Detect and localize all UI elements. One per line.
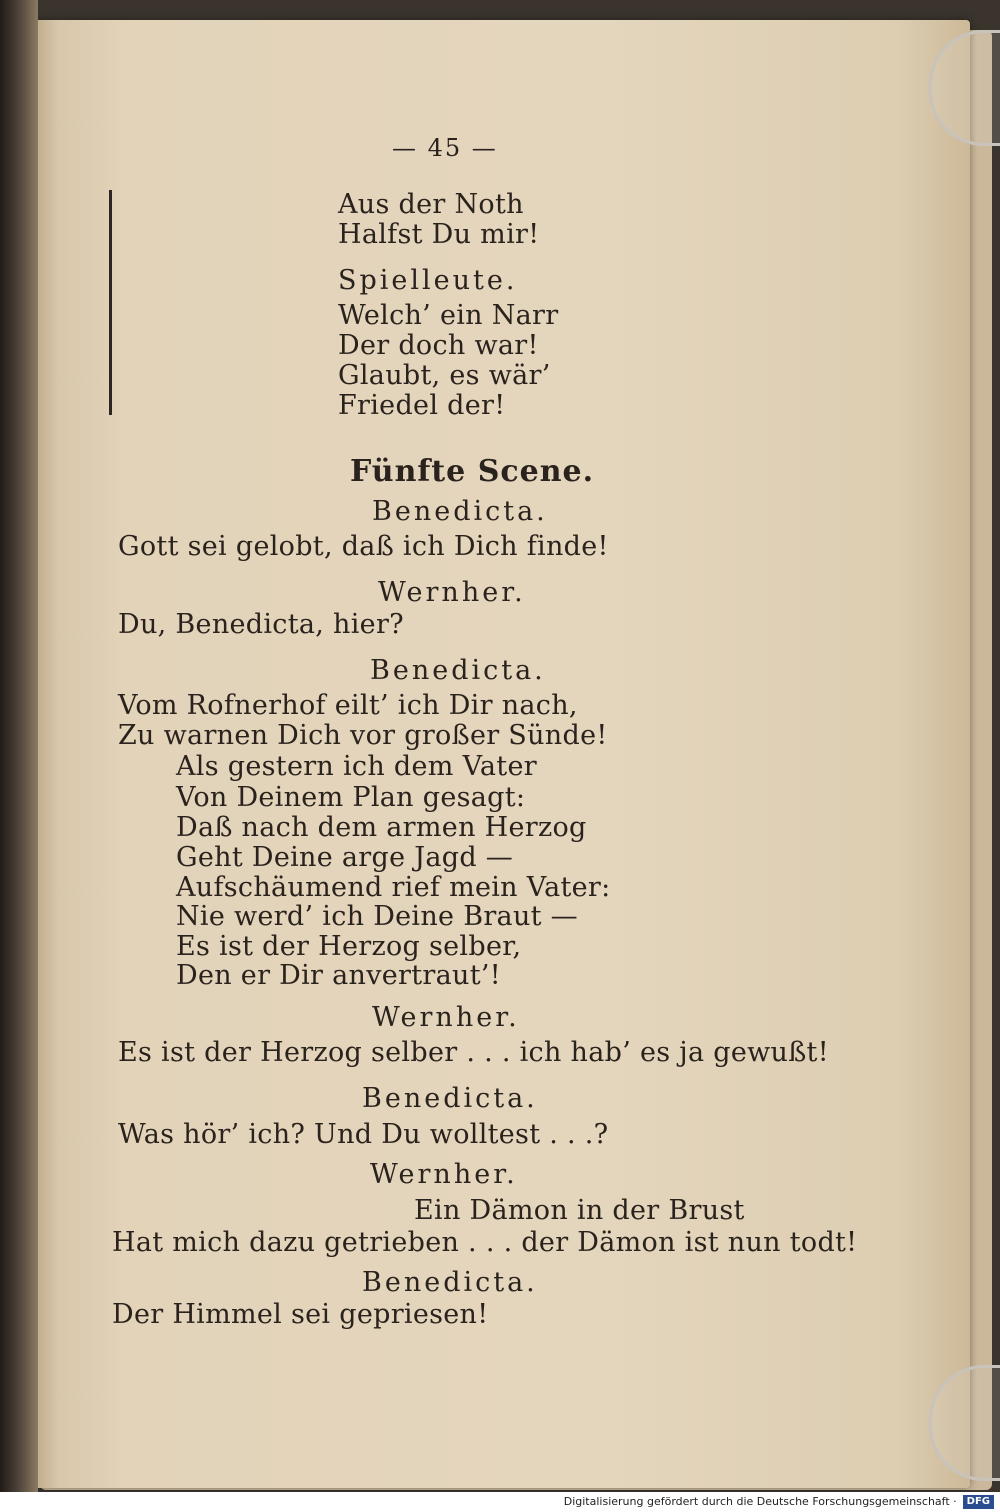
text-line: Aufschäumend rief mein Vater: [176, 872, 611, 903]
text-line: Den er Dir anvertraut’! [176, 960, 501, 991]
speaker-name: Spielleute. [338, 265, 518, 296]
speaker-name: Wernher. [370, 1159, 518, 1190]
scene-heading: Fünfte Scene. [350, 454, 595, 489]
text-line: Geht Deine arge Jagd — [176, 842, 514, 873]
speaker-name: Wernher. [372, 1002, 520, 1033]
text-line: Was hör’ ich? Und Du wolltest . . .? [118, 1119, 609, 1150]
footer-credit: Digitalisierung gefördert durch die Deutsche Forschungsgemeinschaft · [563, 1495, 957, 1508]
text-line: Zu warnen Dich vor großer Sünde! [118, 720, 608, 751]
text-line: Du, Benedicta, hier? [118, 609, 404, 640]
text-line: Vom Rofnerhof eilt’ ich Dir nach, [118, 690, 578, 721]
text-line: Aus der Noth [338, 189, 524, 220]
digitization-footer [0, 1492, 1000, 1512]
text-line: Ein Dämon in der Brust [414, 1195, 745, 1226]
speaker-name: Benedicta. [362, 1267, 538, 1298]
text-line: Daß nach dem armen Herzog [176, 812, 587, 843]
text-line: Gott sei gelobt, daß ich Dich finde! [118, 531, 609, 562]
text-line: Friedel der! [338, 390, 506, 421]
book-binding [0, 0, 38, 1512]
text-line: Glaubt, es wär’ [338, 360, 551, 391]
text-line: Welch’ ein Narr [338, 300, 559, 331]
speaker-name: Wernher. [378, 577, 526, 608]
page-number: — 45 — [392, 134, 498, 162]
margin-bar [109, 190, 112, 415]
text-line: Es ist der Herzog selber . . . ich hab’ es ja gewußt! [118, 1037, 829, 1068]
text-line: Halfst Du mir! [338, 219, 540, 250]
text-line: Nie werd’ ich Deine Braut — [176, 901, 578, 932]
dfg-logo: DFG [963, 1495, 994, 1509]
speaker-name: Benedicta. [362, 1083, 538, 1114]
speaker-name: Benedicta. [370, 655, 546, 686]
speaker-name: Benedicta. [372, 496, 548, 527]
text-line: Von Deinem Plan gesagt: [176, 782, 526, 813]
text-line: Es ist der Herzog selber, [176, 931, 522, 962]
text-line: Der doch war! [338, 330, 539, 361]
text-line: Der Himmel sei gepriesen! [112, 1299, 489, 1330]
text-line: Hat mich dazu getrieben . . . der Dämon ist nun todt! [112, 1227, 858, 1258]
text-line: Als gestern ich dem Vater [176, 751, 537, 782]
